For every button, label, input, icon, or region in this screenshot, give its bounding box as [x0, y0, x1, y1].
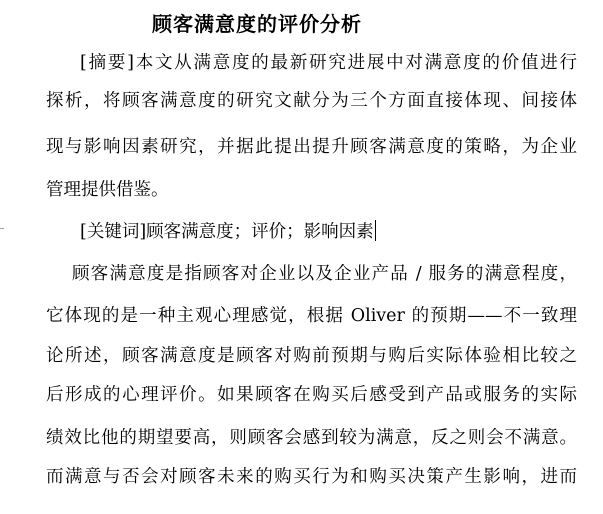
body-line-text: 而满意与否会对顾客未来的购买行为和购买决策产生影响，进而 [46, 467, 577, 487]
body-line-text: 它体现的是一种主观心理感觉，根据 Oliver 的预期——不一致理 [46, 306, 577, 326]
keywords-line[interactable] [80, 220, 376, 242]
abstract-line-text: [摘要]本文从满意度的最新研究进展中对满意度的价值进行 [80, 53, 577, 73]
body-line-text: 绩效比他的期望要高，则顾客会感到较为满意，反之则会不满意。 [46, 428, 577, 448]
abstract-line-text: 探析，将顾客满意度的研究文献分为三个方面直接体现、间接体 [46, 91, 577, 111]
abstract-line-text: 管理提供借鉴。 [46, 180, 169, 200]
body-line-6 [46, 467, 577, 487]
keywords-text: [关键词]顾客满意度；评价；影响因素 [80, 222, 374, 242]
body-line-5 [46, 428, 577, 448]
abstract-line-2 [46, 91, 577, 111]
body-line-text: 顾客满意度是指顾客对企业以及企业产品 / 服务的满意程度， [72, 264, 577, 284]
abstract-line-4 [46, 180, 169, 200]
page-right-edge [597, 0, 603, 514]
body-line-text: 后形成的心理评价。如果顾客在购买后感受到产品或服务的实际 [46, 385, 577, 405]
body-line-text: 论所述，顾客满意度是顾客对购前预期与购后实际体验相比较之 [46, 346, 577, 366]
margin-marker [0, 228, 4, 229]
abstract-line-text: 现与影响因素研究，并据此提出提升顾客满意度的策略，为企业 [46, 137, 577, 157]
document-title: 顾客满意度的评价分析 [152, 12, 362, 36]
body-line-2 [46, 306, 577, 326]
text-cursor [375, 220, 376, 241]
body-line-3 [46, 346, 577, 366]
body-line-1 [72, 264, 577, 284]
abstract-line-3 [46, 137, 577, 157]
body-line-4 [46, 385, 577, 405]
abstract-line-1 [80, 53, 577, 73]
